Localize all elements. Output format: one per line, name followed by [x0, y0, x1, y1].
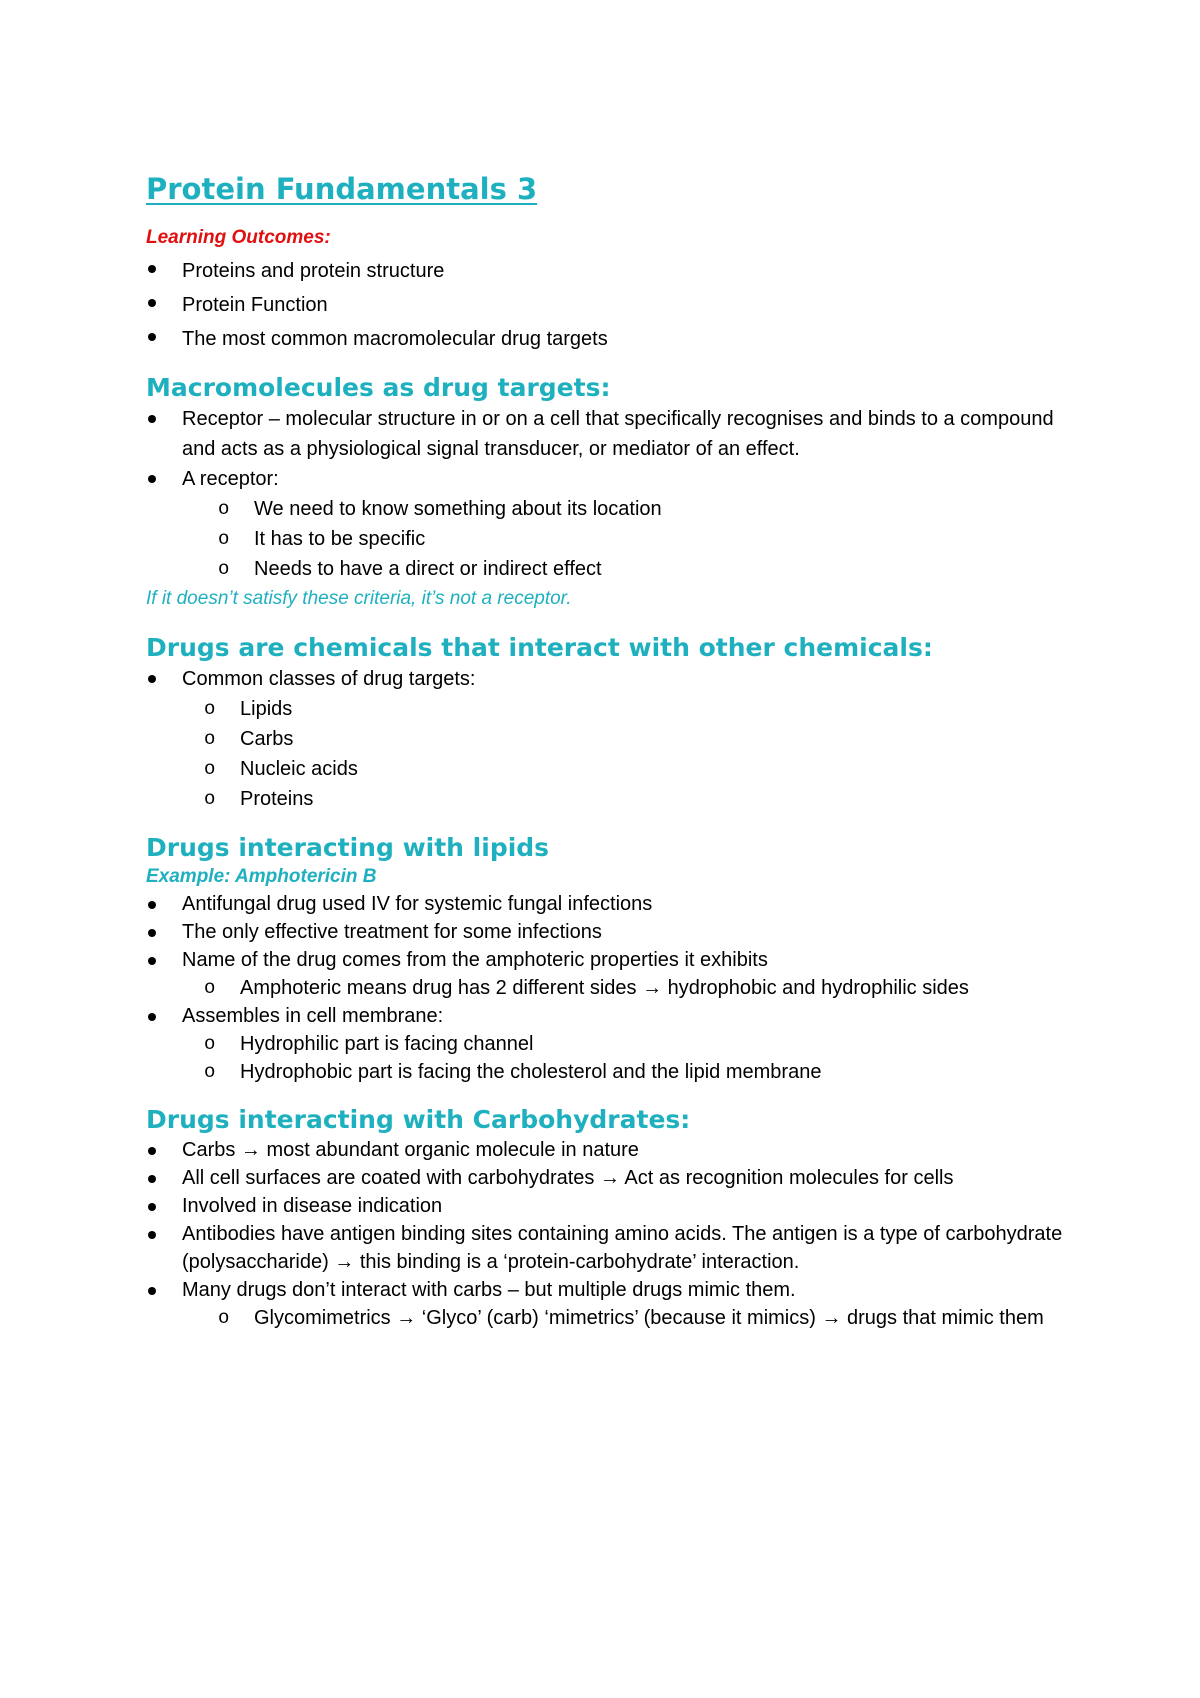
- list-item: Proteins and protein structure: [146, 254, 1076, 288]
- sub-list-item: o Carbs: [204, 724, 1076, 754]
- sub-list-item: o Amphoteric means drug has 2 different sides → hydrophobic and hydrophilic sides: [204, 974, 1076, 1002]
- sub-list-item: o Needs to have a direct or indirect effect: [218, 554, 1076, 584]
- learning-outcomes-list: [146, 254, 1076, 356]
- carbohydrates-list: [146, 1136, 1076, 1304]
- list-item: Protein Function: [146, 288, 1076, 322]
- macromolecules-list: [146, 404, 1076, 494]
- section-heading-carbohydrates: Drugs interacting with Carbohydrates:: [146, 1105, 691, 1134]
- list-item-text: A receptor:: [182, 468, 279, 490]
- section-heading-macromolecules: Macromolecules as drug targets:: [146, 373, 611, 402]
- list-item: Carbs → most abundant organic molecule in nature: [146, 1136, 1076, 1164]
- list-item: Receptor – molecular structure in or on a cell that specifically recognises and binds to a compound and acts as a physiological signal transducer, or mediator of an effect.: [146, 404, 1076, 464]
- list-item: Antifungal drug used IV for systemic fungal infections: [146, 890, 1076, 918]
- list-item: All cell surfaces are coated with carbohydrates → Act as recognition molecules for cells: [146, 1164, 1076, 1192]
- receptor-sublist: [218, 494, 1076, 584]
- lipids-list-continued: [146, 1002, 1076, 1030]
- sub-list-item: o Hydrophilic part is facing channel: [204, 1030, 1076, 1058]
- sub-list-item: o Proteins: [204, 784, 1076, 814]
- sub-list-item: o Lipids: [204, 694, 1076, 724]
- document-body: [146, 170, 1076, 1332]
- receptor-note: If it doesn’t satisfy these criteria, it’s not a receptor.: [146, 588, 572, 609]
- membrane-sublist: [204, 1030, 1076, 1086]
- sub-list-item: o It has to be specific: [218, 524, 1076, 554]
- list-item: Involved in disease indication: [146, 1192, 1076, 1220]
- section-heading-drugs-chemicals: Drugs are chemicals that interact with other chemicals:: [146, 633, 933, 662]
- example-label: Example: Amphotericin B: [146, 866, 377, 887]
- list-item: Many drugs don’t interact with carbs – but multiple drugs mimic them.: [146, 1276, 1076, 1304]
- list-item: Antibodies have antigen binding sites containing amino acids. The antigen is a type of carbohydrate (polysaccharide) → this binding is a ‘protein-carbohydrate’ interaction.: [146, 1220, 1076, 1276]
- drugs-chemicals-list: [146, 664, 1076, 694]
- section-heading-lipids: Drugs interacting with lipids: [146, 833, 550, 862]
- list-item: Assembles in cell membrane:: [146, 1002, 1076, 1030]
- sub-list-item: o Nucleic acids: [204, 754, 1076, 784]
- glycomimetrics-sublist: [218, 1304, 1076, 1332]
- page-title: Protein Fundamentals 3: [146, 172, 538, 206]
- lipids-list: [146, 890, 1076, 974]
- sub-list-item: o Glycomimetrics → ‘Glyco’ (carb) ‘mimetrics’ (because it mimics) → drugs that mimic them: [218, 1304, 1076, 1332]
- list-item: Common classes of drug targets:: [146, 664, 1076, 694]
- sub-list-item: o We need to know something about its location: [218, 494, 1076, 524]
- learning-outcomes-label: Learning Outcomes:: [146, 227, 331, 248]
- list-item: The most common macromolecular drug targets: [146, 322, 1076, 356]
- list-item: Name of the drug comes from the amphoteric properties it exhibits: [146, 946, 1076, 974]
- sub-list-item: o Hydrophobic part is facing the cholesterol and the lipid membrane: [204, 1058, 1076, 1086]
- amphoteric-sublist: [204, 974, 1076, 1002]
- list-item: The only effective treatment for some infections: [146, 918, 1076, 946]
- list-item: [146, 464, 1076, 494]
- drug-target-classes-sublist: [204, 694, 1076, 814]
